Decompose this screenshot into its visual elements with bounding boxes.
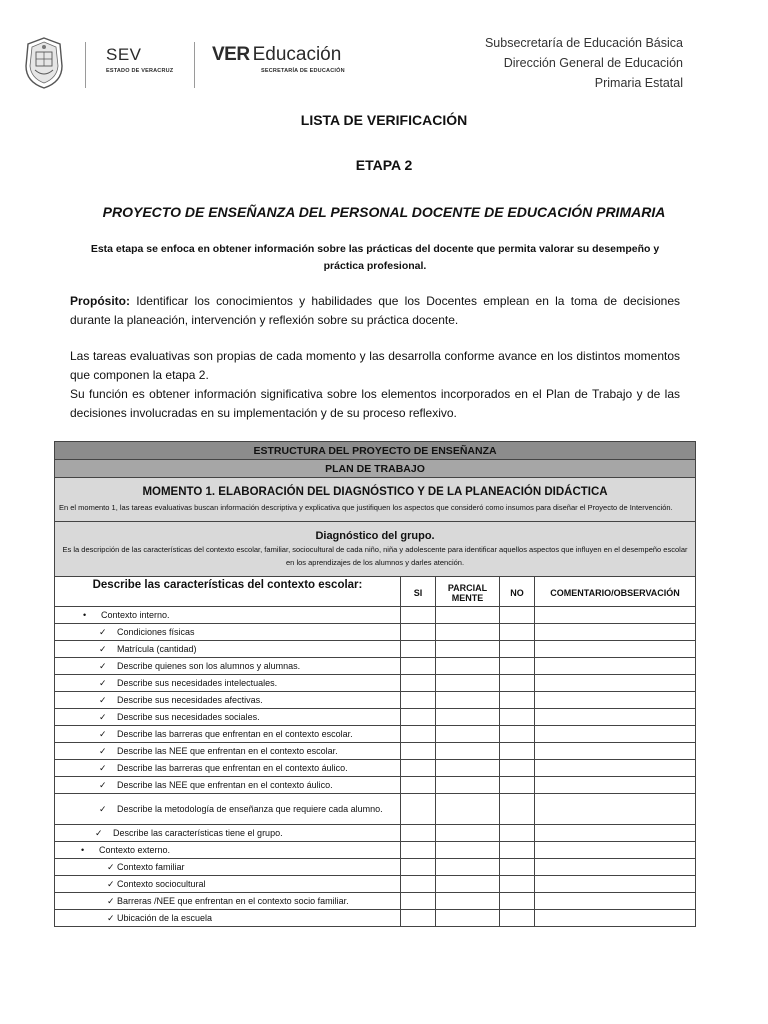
cell-no[interactable] bbox=[500, 641, 535, 658]
sev-logo-subtitle: ESTADO DE VERACRUZ bbox=[106, 68, 174, 74]
cell-comment[interactable] bbox=[535, 859, 696, 876]
row-text: Matrícula (cantidad) bbox=[117, 643, 197, 654]
cell-no[interactable] bbox=[500, 675, 535, 692]
cell-parcial[interactable] bbox=[436, 910, 500, 927]
cell-si[interactable] bbox=[401, 743, 436, 760]
veracruz-seal-icon bbox=[22, 36, 66, 90]
tasks-line: Las tareas evaluativas son propias de cada momento y las desarrolla conforme avance en los distintos momentos que componen la etapa 2. bbox=[70, 349, 680, 382]
cell-parcial[interactable] bbox=[436, 675, 500, 692]
cell-comment[interactable] bbox=[535, 624, 696, 641]
cell-parcial[interactable] bbox=[436, 709, 500, 726]
table-row bbox=[55, 760, 696, 777]
header-divider bbox=[85, 42, 86, 88]
cell-parcial[interactable] bbox=[436, 624, 500, 641]
row-text: Contexto externo. bbox=[99, 845, 171, 855]
document-title: LISTA DE VERIFICACIÓN bbox=[300, 112, 468, 128]
cell-no[interactable] bbox=[500, 624, 535, 641]
cell-comment[interactable] bbox=[535, 709, 696, 726]
document-subtitle: PROYECTO DE ENSEÑANZA DEL PERSONAL DOCENTE DE EDUCACIÓN PRIMARIA bbox=[102, 204, 666, 220]
row-item bbox=[55, 709, 401, 726]
cell-parcial[interactable] bbox=[436, 893, 500, 910]
cell-comment[interactable] bbox=[535, 760, 696, 777]
row-item bbox=[55, 726, 401, 743]
check-icon: ✓ bbox=[99, 660, 107, 671]
column-header-comment: COMENTARIO/OBSERVACIÓN bbox=[535, 577, 696, 607]
cell-comment[interactable] bbox=[535, 825, 696, 842]
cell-no[interactable] bbox=[500, 794, 535, 825]
cell-no[interactable] bbox=[500, 777, 535, 794]
table-row bbox=[55, 893, 696, 910]
document-header bbox=[0, 0, 768, 100]
row-text: Contexto interno. bbox=[101, 610, 170, 620]
cell-no[interactable] bbox=[500, 726, 535, 743]
table-row bbox=[55, 607, 696, 624]
cell-si[interactable] bbox=[401, 675, 436, 692]
column-header-parcial: PARCIAL MENTE bbox=[436, 577, 500, 607]
row-text: Barreras /NEE que enfrentan en el contexto socio familiar. bbox=[117, 895, 349, 906]
cell-parcial[interactable] bbox=[436, 658, 500, 675]
row-item bbox=[55, 893, 401, 910]
cell-si[interactable] bbox=[401, 910, 436, 927]
work-plan-header: PLAN DE TRABAJO bbox=[55, 460, 696, 478]
purpose-paragraph bbox=[70, 292, 680, 330]
cell-comment[interactable] bbox=[535, 692, 696, 709]
table-row bbox=[55, 825, 696, 842]
check-icon: ✓ bbox=[107, 878, 115, 889]
row-text: Contexto familiar bbox=[117, 861, 185, 872]
cell-comment[interactable] bbox=[535, 794, 696, 825]
cell-parcial[interactable] bbox=[436, 794, 500, 825]
structure-header: ESTRUCTURA DEL PROYECTO DE ENSEÑANZA bbox=[55, 442, 696, 460]
check-icon: ✓ bbox=[99, 677, 107, 688]
intro-paragraph: Esta etapa se enfoca en obtener información sobre las prácticas del docente que permita valorar su desempeño y práctica profesional. bbox=[90, 243, 660, 272]
row-text: Describe quienes son los alumnos y alumnas. bbox=[117, 660, 301, 671]
cell-comment[interactable] bbox=[535, 893, 696, 910]
row-item bbox=[55, 859, 401, 876]
row-text: Describe las NEE que enfrentan en el contexto áulico. bbox=[117, 779, 333, 790]
row-text: Describe las NEE que enfrentan en el contexto escolar. bbox=[117, 745, 338, 756]
table-row bbox=[55, 675, 696, 692]
row-text: Describe las características tiene el grupo. bbox=[113, 827, 283, 838]
check-icon: ✓ bbox=[99, 779, 107, 790]
row-item bbox=[55, 910, 401, 927]
row-item bbox=[55, 794, 401, 825]
function-line: Su función es obtener información significativa sobre los elementos incorporados en el Plan de Trabajo y de las decisiones involucradas en su implementación y de su proceso reflexivo. bbox=[70, 387, 680, 420]
cell-parcial[interactable] bbox=[436, 825, 500, 842]
table-row bbox=[55, 842, 696, 859]
column-header-no: NO bbox=[500, 577, 535, 607]
cell-no[interactable] bbox=[500, 825, 535, 842]
row-item bbox=[55, 876, 401, 893]
cell-no[interactable] bbox=[500, 743, 535, 760]
cell-parcial[interactable] bbox=[436, 607, 500, 624]
check-icon: ✓ bbox=[95, 827, 103, 838]
check-icon: ✓ bbox=[99, 626, 107, 637]
cell-no[interactable] bbox=[500, 910, 535, 927]
cell-parcial[interactable] bbox=[436, 641, 500, 658]
cell-si[interactable] bbox=[401, 859, 436, 876]
verification-table bbox=[54, 441, 696, 927]
cell-comment[interactable] bbox=[535, 658, 696, 675]
check-icon: ✓ bbox=[99, 643, 107, 654]
cell-parcial[interactable] bbox=[436, 760, 500, 777]
row-text: Describe la metodología de enseñanza que requiere cada alumno. bbox=[117, 804, 383, 814]
moment-1-title: MOMENTO 1. ELABORACIÓN DEL DIAGNÓSTICO Y DE LA PLANEACIÓN DIDÁCTICA bbox=[142, 486, 608, 498]
bullet-icon: • bbox=[83, 610, 87, 620]
cell-comment[interactable] bbox=[535, 743, 696, 760]
check-icon: ✓ bbox=[107, 912, 115, 923]
table-row bbox=[55, 692, 696, 709]
check-icon: ✓ bbox=[107, 861, 115, 872]
cell-comment[interactable] bbox=[535, 726, 696, 743]
row-text: Describe sus necesidades sociales. bbox=[117, 711, 260, 722]
check-icon: ✓ bbox=[99, 804, 107, 814]
diagnostic-description: Es la descripción de las características del contexto escolar, familiar, sociocultural de cada niño, niña y adolescente para identificar aquellos aspectos que influyen en el desempeño escolar en los aprendizajes de los alumnos y darles atención. bbox=[62, 545, 688, 567]
cell-comment[interactable] bbox=[535, 675, 696, 692]
row-text: Describe las barreras que enfrentan en el contexto escolar. bbox=[117, 728, 353, 739]
row-item bbox=[55, 760, 401, 777]
cell-si[interactable] bbox=[401, 726, 436, 743]
table-row bbox=[55, 709, 696, 726]
institution-line: Primaria Estatal bbox=[594, 76, 683, 90]
table-row bbox=[55, 794, 696, 825]
tasks-paragraph bbox=[70, 347, 680, 423]
moment-1-block bbox=[55, 478, 696, 522]
cell-si[interactable] bbox=[401, 842, 436, 859]
column-header-row bbox=[55, 577, 696, 607]
institution-line: Dirección General de Educación bbox=[503, 56, 683, 70]
row-item bbox=[55, 607, 401, 624]
cell-si[interactable] bbox=[401, 760, 436, 777]
table-row bbox=[55, 910, 696, 927]
cell-no[interactable] bbox=[500, 876, 535, 893]
purpose-text: Identificar los conocimientos y habilidades que los Docentes emplean en la toma de decisiones durante la planeación, intervención y reflexión sobre su práctica docente. bbox=[70, 294, 680, 327]
bullet-icon: • bbox=[81, 845, 85, 855]
cell-no[interactable] bbox=[500, 607, 535, 624]
table-row bbox=[55, 876, 696, 893]
cell-si[interactable] bbox=[401, 794, 436, 825]
check-icon: ✓ bbox=[99, 694, 107, 705]
cell-comment[interactable] bbox=[535, 842, 696, 859]
ver-educacion-logo bbox=[212, 44, 341, 66]
cell-no[interactable] bbox=[500, 893, 535, 910]
check-icon: ✓ bbox=[99, 745, 107, 756]
cell-parcial[interactable] bbox=[436, 726, 500, 743]
diagnostic-block bbox=[55, 522, 696, 577]
row-text: Condiciones físicas bbox=[117, 626, 195, 637]
cell-comment[interactable] bbox=[535, 607, 696, 624]
table-row bbox=[55, 859, 696, 876]
cell-parcial[interactable] bbox=[436, 842, 500, 859]
check-icon: ✓ bbox=[107, 895, 115, 906]
cell-comment[interactable] bbox=[535, 876, 696, 893]
row-item bbox=[55, 825, 401, 842]
cell-parcial[interactable] bbox=[436, 859, 500, 876]
header-divider bbox=[194, 42, 195, 88]
cell-si[interactable] bbox=[401, 709, 436, 726]
table-row bbox=[55, 743, 696, 760]
row-item bbox=[55, 743, 401, 760]
cell-si[interactable] bbox=[401, 893, 436, 910]
check-icon: ✓ bbox=[99, 711, 107, 722]
ver-logo-subtitle: SECRETARÍA DE EDUCACIÓN bbox=[261, 68, 345, 74]
cell-no[interactable] bbox=[500, 709, 535, 726]
ver-logo-text: Educación bbox=[252, 44, 342, 65]
cell-si[interactable] bbox=[401, 692, 436, 709]
ver-logo-bold: VER bbox=[212, 44, 250, 65]
row-item bbox=[55, 692, 401, 709]
cell-parcial[interactable] bbox=[436, 692, 500, 709]
stage-title: ETAPA 2 bbox=[355, 157, 413, 173]
cell-no[interactable] bbox=[500, 859, 535, 876]
cell-si[interactable] bbox=[401, 777, 436, 794]
column-header-context: Describe las características del contexto escolar: bbox=[55, 577, 401, 607]
institution-block bbox=[485, 33, 683, 93]
moment-1-description: En el momento 1, las tareas evaluativas buscan información descriptiva y explicativa que justifiquen los aspectos que consideró como insumos para diseñar el Proyecto de Intervención. bbox=[59, 503, 673, 512]
sev-logo: SEV bbox=[106, 45, 142, 64]
row-text: Ubicación de la escuela bbox=[117, 912, 213, 923]
row-text: Contexto sociocultural bbox=[117, 878, 206, 889]
check-icon: ✓ bbox=[99, 762, 107, 773]
row-text: Describe sus necesidades intelectuales. bbox=[117, 677, 278, 688]
row-item bbox=[55, 777, 401, 794]
cell-comment[interactable] bbox=[535, 910, 696, 927]
cell-no[interactable] bbox=[500, 760, 535, 777]
table-row bbox=[55, 624, 696, 641]
diagnostic-title: Diagnóstico del grupo. bbox=[315, 530, 435, 542]
cell-parcial[interactable] bbox=[436, 743, 500, 760]
cell-comment[interactable] bbox=[535, 777, 696, 794]
table-row bbox=[55, 641, 696, 658]
purpose-label: Propósito: bbox=[70, 294, 130, 308]
cell-comment[interactable] bbox=[535, 641, 696, 658]
cell-parcial[interactable] bbox=[436, 777, 500, 794]
cell-si[interactable] bbox=[401, 624, 436, 641]
row-item bbox=[55, 641, 401, 658]
cell-parcial[interactable] bbox=[436, 876, 500, 893]
row-item bbox=[55, 842, 401, 859]
table-row bbox=[55, 658, 696, 675]
row-text: Describe sus necesidades afectivas. bbox=[117, 694, 263, 705]
institution-line: Subsecretaría de Educación Básica bbox=[484, 36, 683, 50]
cell-no[interactable] bbox=[500, 692, 535, 709]
cell-si[interactable] bbox=[401, 641, 436, 658]
table-row bbox=[55, 726, 696, 743]
table-row bbox=[55, 777, 696, 794]
cell-si[interactable] bbox=[401, 607, 436, 624]
row-text: Describe las barreras que enfrentan en el contexto áulico. bbox=[117, 762, 348, 773]
cell-si[interactable] bbox=[401, 825, 436, 842]
row-item bbox=[55, 658, 401, 675]
cell-no[interactable] bbox=[500, 658, 535, 675]
row-item bbox=[55, 624, 401, 641]
check-icon: ✓ bbox=[99, 728, 107, 739]
column-header-si: SI bbox=[401, 577, 436, 607]
row-item bbox=[55, 675, 401, 692]
cell-si[interactable] bbox=[401, 876, 436, 893]
cell-si[interactable] bbox=[401, 658, 436, 675]
cell-no[interactable] bbox=[500, 842, 535, 859]
